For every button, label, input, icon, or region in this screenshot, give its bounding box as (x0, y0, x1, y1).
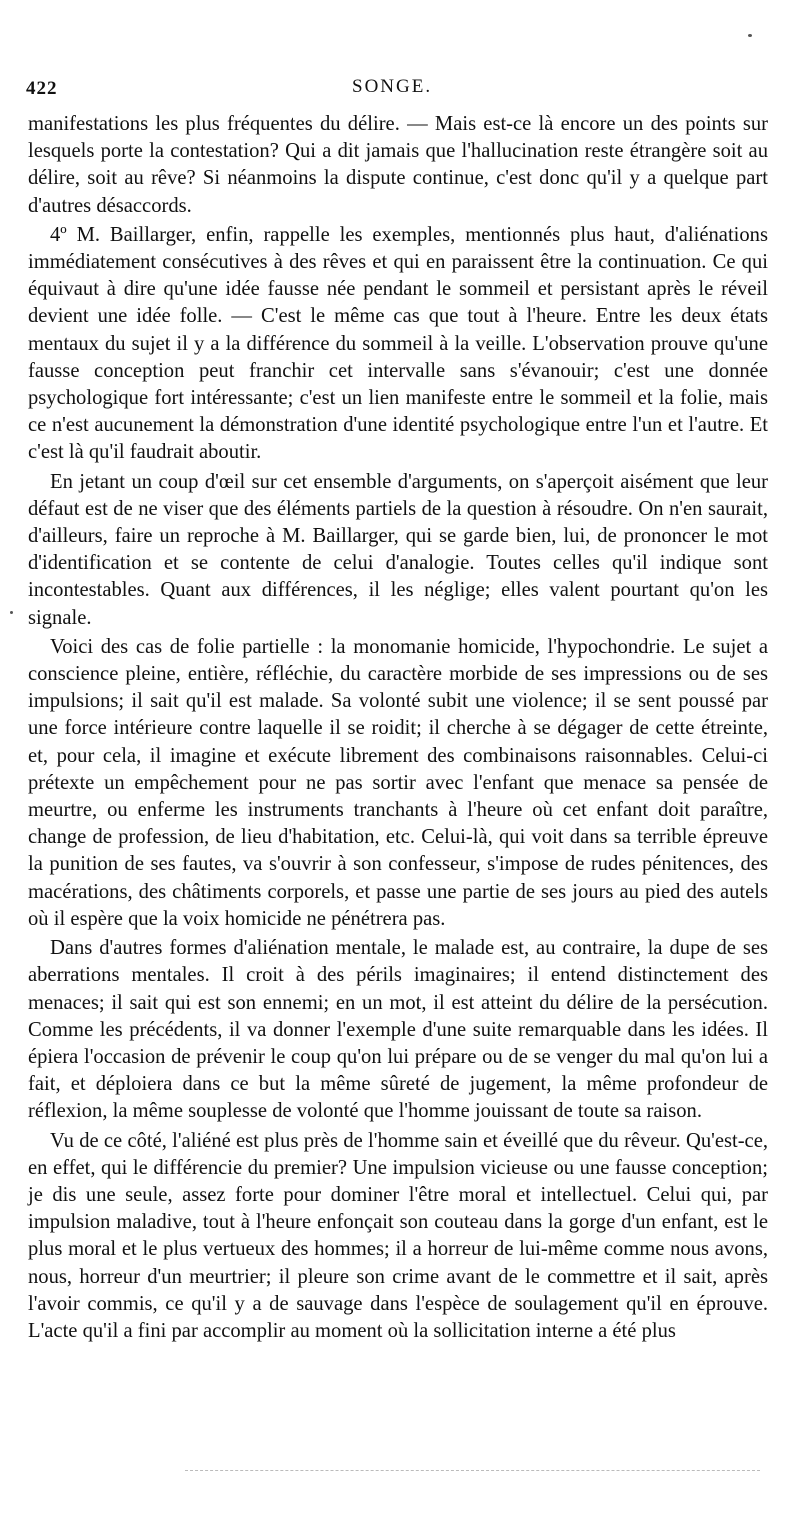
ink-speck (10, 611, 13, 614)
paragraph-partial-madness: Voici des cas de folie partielle : la monomanie homicide, l'hypochondrie. Le sujet a conscience pleine, entière, réfléchie, du caractère morbide de ses impressions ou de ses impulsions; il sait qu'il est malade. Sa volonté subit une violence; il se sent poussé par une force intérieure contre laquelle il se roidit; il cherche à se dégager de cette étreinte, et, pour cela, il imagine et exécute librement des combinaisons raisonnables. Celui-ci prétexte un empêchement pour ne pas sortir avec l'enfant que menace sa pensée de meurtre, ou enferme les instruments tranchants à l'heure où cet enfant doit paraître, change de profession, de lieu d'habitation, etc. Celui-là, qui voit dans sa terrible épreuve la punition de ses fautes, va s'ouvrir à son confesseur, s'impose de rudes pénitences, des macérations, des châtiments corporels, et passe une partie de ses jours au pied des autels où il espère que la voix homicide ne pénétrera pas. (28, 635, 768, 930)
page-header (26, 78, 771, 108)
footer-smudge-line (185, 1470, 760, 1471)
body-text (28, 111, 768, 1345)
ink-speck (748, 34, 752, 37)
running-title: SONGE. (352, 76, 433, 97)
page-number: 422 (26, 78, 58, 99)
paragraph-arguments-overview: En jetant un coup d'œil sur cet ensemble d'arguments, on s'aperçoit aisément que leur défaut est de ne viser que des éléments partiels de la question à résoudre. On n'en saurait, d'ailleurs, faire un reproche à M. Baillarger, qui se garde bien, lui, de prononcer le mot d'identification et se contente de celui d'analogie. Toutes celles qu'il indique sont incontestables. Quant aux différences, il les néglige; elles valent pourtant qu'on les signale. (28, 470, 768, 629)
paragraph-alienated-vs-dreamer: Vu de ce côté, l'aliéné est plus près de l'homme sain et éveillé que du rêveur. Qu'est-ce, en effet, qui le différencie du premier? Une impulsion vicieuse ou une fausse conception; je dis une seule, assez forte pour dominer l'être moral et intellectuel. Celui qui, par impulsion maladive, tout à l'heure enfonçait son couteau dans la gorge d'un enfant, est le plus moral et le plus vertueux des hommes; il a horreur de lui-même comme nous avons, nous, horreur d'un meurtrier; il pleure son crime avant de le commettre et il sait, après l'avoir commis, ce qu'il y a de sauvage dans l'espèce de soulagement qu'il en éprouve. L'acte qu'il a fini par accomplir au moment où la sollicitation interne a été plus (28, 1129, 768, 1342)
paragraph-baillarger-point-4: 4º M. Baillarger, enfin, rappelle les exemples, mentionnés plus haut, d'aliénations immédiatement consécutives à des rêves et qui en paraissent être la continuation. Ce qui équivaut à dire qu'une idée fausse née pendant le sommeil et persistant après le réveil devient une idée folle. — C'est le même cas que tout à l'heure. Entre les deux états mentaux du sujet il y a la différence du sommeil à la veille. L'observation prouve qu'une fausse conception peut franchir cet intervalle sans s'évanouir; c'est une donnée psychologique fort intéressante; c'est un lien manifeste entre le sommeil et la folie, mais ce n'est aucunement la démonstration d'une identité psychologique entre l'un et l'autre. Et c'est là qu'il faudrait aboutir. (28, 223, 768, 464)
paragraph-continuation: manifestations les plus fréquentes du délire. — Mais est-ce là encore un des points sur lesquels porte la contestation? Qui a dit jamais que l'hallucination reste étrangère soit au délire, soit au rêve? Si néanmoins la dispute continue, c'est donc qu'il y a quelque part d'autres désaccords. (28, 113, 768, 217)
paragraph-persecution-delirium: Dans d'autres formes d'aliénation mentale, le malade est, au contraire, la dupe de ses aberrations mentales. Il croit à des périls imaginaires; il entend distinctement des menaces; il sait qui est son ennemi; en un mot, il est atteint du délire de la persécution. Comme les précédents, il va donner l'exemple d'une suite remarquable dans les idées. Il épiera l'occasion de prévenir le coup qu'on lui prépare ou de se venger du mal qu'on lui a fait, et déploiera dans ce but la même sûreté de jugement, la même profondeur de réflexion, la même souplesse de volonté que l'homme jouissant de toute sa raison. (28, 937, 768, 1123)
